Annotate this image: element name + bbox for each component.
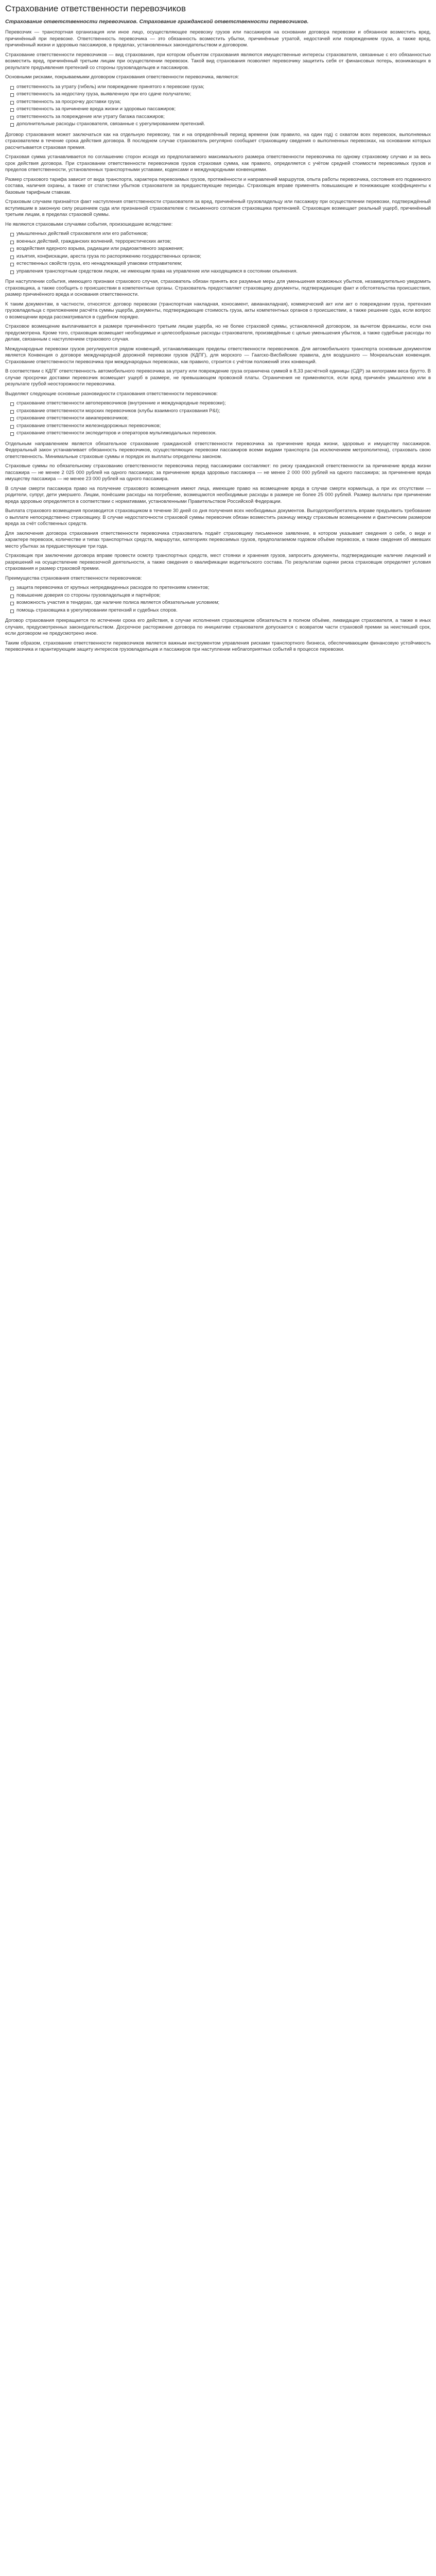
paragraph: Договор страхования может заключаться как на отдельную перевозку, так и на определённый период времени (как правило, на один год) с охватом всех перевозок, выполняемых страхователем в течение срока действия договора. В последнем случае страхователь регулярно сообщает страховщику сведения о выполненных перевозках, на основании которых рассчитывается страховая премия. — [5, 131, 431, 150]
list-item: воздействия ядерного взрыва, радиации или радиоактивного заражения; — [16, 246, 431, 252]
list-item: ответственность за просрочку доставки груза; — [16, 99, 431, 106]
lead-text: Страхование ответственности перевозчиков. Страхование гражданской ответственности перевозчиков. — [5, 19, 309, 25]
paragraph: Преимущества страхования ответственности перевозчиков: — [5, 575, 142, 581]
list-item: дополнительные расходы страхователя, связанные с урегулированием претензий. — [16, 121, 431, 128]
list-item: ответственность за утрату (гибель) или повреждение принятого к перевозке груза; — [16, 84, 431, 91]
list-item: защита перевозчика от крупных непредвиденных расходов по претензиям клиентов; — [16, 585, 431, 591]
paragraph: Страхование ответственности перевозчиков — вид страхования, при котором объектом страхования являются имущественные интересы страхователя, связанные с его обязанностью возместить вред, причинённый третьим лицам при осуществлении перевозок. Такой вид страхования позволяет перевозчику защитить себя от финансовых потерь, возникающих в результате предъявления претензий со стороны грузовладельцев и пассажиров. — [5, 52, 431, 71]
bullet-list — [5, 231, 431, 275]
list-item: управления транспортным средством лицом, не имеющим права на управление или находящимся в состоянии опьянения. — [16, 268, 431, 275]
list-item: изъятия, конфискации, ареста груза по распоряжению государственных органов; — [16, 253, 431, 260]
paragraph: Отдельным направлением является обязательное страхование гражданской ответственности перевозчика за причинение вреда жизни, здоровью и имуществу пассажиров. Федеральный закон устанавливает обязанность перевозчиков, осуществляющих перевозки пассажиров всеми видами транспорта (за исключением метрополитена), страховать свою ответственность. Минимальные страховые суммы и порядок их выплаты определены законом. — [5, 440, 431, 460]
list-item: страхование ответственности железнодорожных перевозчиков; — [16, 423, 431, 430]
paragraph: Основными рисками, покрываемыми договором страхования ответственности перевозчика, являются: — [5, 74, 239, 80]
list-item: страхование ответственности морских перевозчиков (клубы взаимного страхования P&I); — [16, 408, 431, 415]
list-item: возможность участия в тендерах, где наличие полиса является обязательным условием; — [16, 600, 431, 606]
paragraph: Международные перевозки грузов регулируются рядом конвенций, устанавливающих пределы ответственности перевозчиков. Для автомобильного транспорта основным документом является Конвенция о договоре международной дорожной перевозки грузов (КДПГ), для морского — Гаагско-Висбийские правила, для воздушного — Монреальская конвенция. Страхование ответственности перевозчика при международных перевозках, как правило, строится с учётом положений этих конвенций. — [5, 346, 431, 365]
list-item: военных действий, гражданских волнений, террористических актов; — [16, 239, 431, 245]
bullet-list — [5, 84, 431, 128]
paragraph: Страховые суммы по обязательному страхованию ответственности перевозчика перед пассажирами составляют: по риску гражданской ответственности за причинение вреда жизни пассажира — не менее 2 025 000 рублей на одного пассажира; за причинение вреда здоровью пассажира — не менее 2 000 000 рублей на одного пассажира; за причинение вреда имуществу пассажира — не менее 23 000 рублей на одного пассажира. — [5, 463, 431, 482]
paragraph: Страховая сумма устанавливается по соглашению сторон исходя из предполагаемого максимального размера ответственности перевозчика по одному страховому случаю и за весь срок действия договора. При страховании ответственности перевозчиков грузов страховая сумма, как правило, определяется с учётом средней стоимости перевозимых грузов и пределов ответственности, установленных транспортными уставами, кодексами и международными конвенциями. — [5, 154, 431, 173]
list-item: страхование ответственности экспедиторов и операторов мультимодальных перевозок. — [16, 430, 431, 437]
bullet-list — [5, 400, 431, 437]
paragraph: Перевозчик — транспортная организация или иное лицо, осуществляющее перевозку грузов или пассажиров на основании договора перевозки и обязанное возместить вред, причинённый при перевозке. Ответственность перевозчика — это обязанность возместить убытки, причинённые утратой, недостачей или повреждением груза, а также вред, причинённый жизни и здоровью пассажиров, в пределах, установленных законодательством и договором. — [5, 29, 431, 48]
list-item: ответственность за недостачу груза, выявленную при его сдаче получателю; — [16, 91, 431, 98]
paragraph: В соответствии с КДПГ ответственность автомобильного перевозчика за утрату или повреждение груза ограничена суммой в 8,33 расчётной единицы (СДР) за килограмм веса брутто. В случае просрочки доставки перевозчик возмещает ущерб в размере, не превышающем провозной платы. Ограничения не применяются, если вред причинён умышленно или в результате грубой неосторожности перевозчика. — [5, 368, 431, 387]
list-item: страхование ответственности автоперевозчиков (внутренние и международные перевозки); — [16, 400, 431, 407]
paragraph: Таким образом, страхование ответственности перевозчиков является важным инструментом управления рисками транспортного бизнеса, обеспечивающим финансовую устойчивость перевозчика и гарантирующим защиту интересов грузовладельцев и пассажиров при наступлении неблагоприятных событий в процессе перевозки. — [5, 640, 431, 652]
paragraph: Страховщик при заключении договора вправе провести осмотр транспортных средств, мест стоянки и хранения грузов, запросить документы, подтверждающие наличие лицензий и разрешений на осуществление перевозочной деятельности, а также сведения о квалификации водительского состава. По результатам оценки риска страховщик определяет условия страхования и размер страховой премии. — [5, 553, 431, 571]
paragraph: Размер страхового тарифа зависит от вида транспорта, характера перевозимых грузов, протяжённости и направлений маршрутов, опыта работы перевозчика, состояния его подвижного состава, наличия охраны, а также от статистики убытков страхователя за предшествующие периоды. Страховщик вправе применять повышающие и понижающие коэффициенты к базовым тарифным ставкам. — [5, 176, 431, 195]
list-item: умышленных действий страхователя или его работников; — [16, 231, 431, 238]
bullet-list — [5, 585, 431, 614]
list-item: ответственность за причинение вреда жизни и здоровью пассажиров; — [16, 106, 431, 113]
paragraph: Страховым случаем признаётся факт наступления ответственности страхователя за вред, причинённый грузовладельцу или пассажиру при осуществлении перевозки, подтверждённый вступившим в законную силу решением суда или признанной страхователем с письменного согласия страховщика претензией. Страховщик возмещает реальный ущерб, причинённый третьим лицам, в пределах страховой суммы. — [5, 199, 431, 217]
paragraph: Выплата страхового возмещения производится страховщиком в течение 30 дней со дня получения всех необходимых документов. Выгодоприобретатель вправе предъявить требование о выплате непосредственно страховщику. В случае недостаточности страховой суммы перевозчик обязан возместить разницу между страховым возмещением и фактическим размером вреда за счёт собственных средств. — [5, 508, 431, 527]
list-item: помощь страховщика в урегулировании претензий и судебных споров. — [16, 607, 431, 614]
list-item: естественных свойств груза, его ненадлежащей упаковки отправителем; — [16, 261, 431, 267]
article-body — [5, 29, 431, 653]
paragraph: Договор страхования прекращается по истечении срока его действия, в случае исполнения страховщиком обязательств в полном объёме, ликвидации страхователя, а также в иных случаях, предусмотренных законодательством. Досрочное расторжение договора по инициативе страхователя допускается с возвратом части страховой премии за неистекший срок, если договором не предусмотрено иное. — [5, 618, 431, 636]
page-title: Страхование ответственности перевозчиков — [5, 4, 186, 13]
paragraph: Не являются страховыми случаями события, произошедшие вследствие: — [5, 221, 173, 227]
paragraph: При наступлении события, имеющего признаки страхового случая, страхователь обязан принять все разумные меры для уменьшения возможных убытков, незамедлительно уведомить страховщика, а также сообщить о происшествии в компетентные органы. Страхователь предоставляет страховщику документы, подтверждающие факт и обстоятельства происшествия, размер причинённого вреда и основания ответственности. — [5, 279, 431, 297]
list-item: ответственность за повреждение или утрату багажа пассажиров; — [16, 114, 431, 121]
paragraph: Выделяют следующие основные разновидности страхования ответственности перевозчиков: — [5, 391, 218, 397]
list-item: повышение доверия со стороны грузовладельцев и партнёров; — [16, 592, 431, 599]
article — [0, 0, 436, 663]
paragraph: Для заключения договора страхования ответственности перевозчика страхователь подаёт страховщику письменное заявление, в котором указывает сведения о себе, о виде и характере перевозок, количестве и типах транспортных средств, маршрутах, категориях перевозимых грузов, предполагаемом годовом объёме перевозок, а также сведения об имевших место убытках за предшествующие три года. — [5, 530, 431, 549]
paragraph: В случае смерти пассажира право на получение страхового возмещения имеют лица, имеющие право на возмещение вреда в случае смерти кормильца, а при их отсутствии — родители, супруг, дети умершего. Лицам, понёсшим расходы на погребение, возмещаются необходимые расходы в размере не более 25 000 рублей. Размер выплаты при причинении вреда здоровью определяется в соответствии с нормативами, установленными Правительством Российской Федерации. — [5, 485, 431, 504]
paragraph: Страховое возмещение выплачивается в размере причинённого третьим лицам ущерба, но не более страховой суммы, установленной договором, за вычетом франшизы, если она предусмотрена. Кроме того, страховщик возмещает необходимые и целесообразные расходы страхователя, произведённые с целью уменьшения убытков, а также судебные расходы по делам, связанным с наступлением страхового случая. — [5, 324, 431, 342]
paragraph: К таким документам, в частности, относятся: договор перевозки (транспортная накладная, коносамент, авианакладная), коммерческий акт или акт о повреждении груза, претензия грузовладельца с приложением расчёта суммы ущерба, документы, подтверждающие стоимость груза, акты компетентных органов о происшествии, а также решение суда, если вопрос о возмещении вреда рассматривался в судебном порядке. — [5, 301, 431, 320]
list-item: страхование ответственности авиаперевозчиков; — [16, 415, 431, 422]
